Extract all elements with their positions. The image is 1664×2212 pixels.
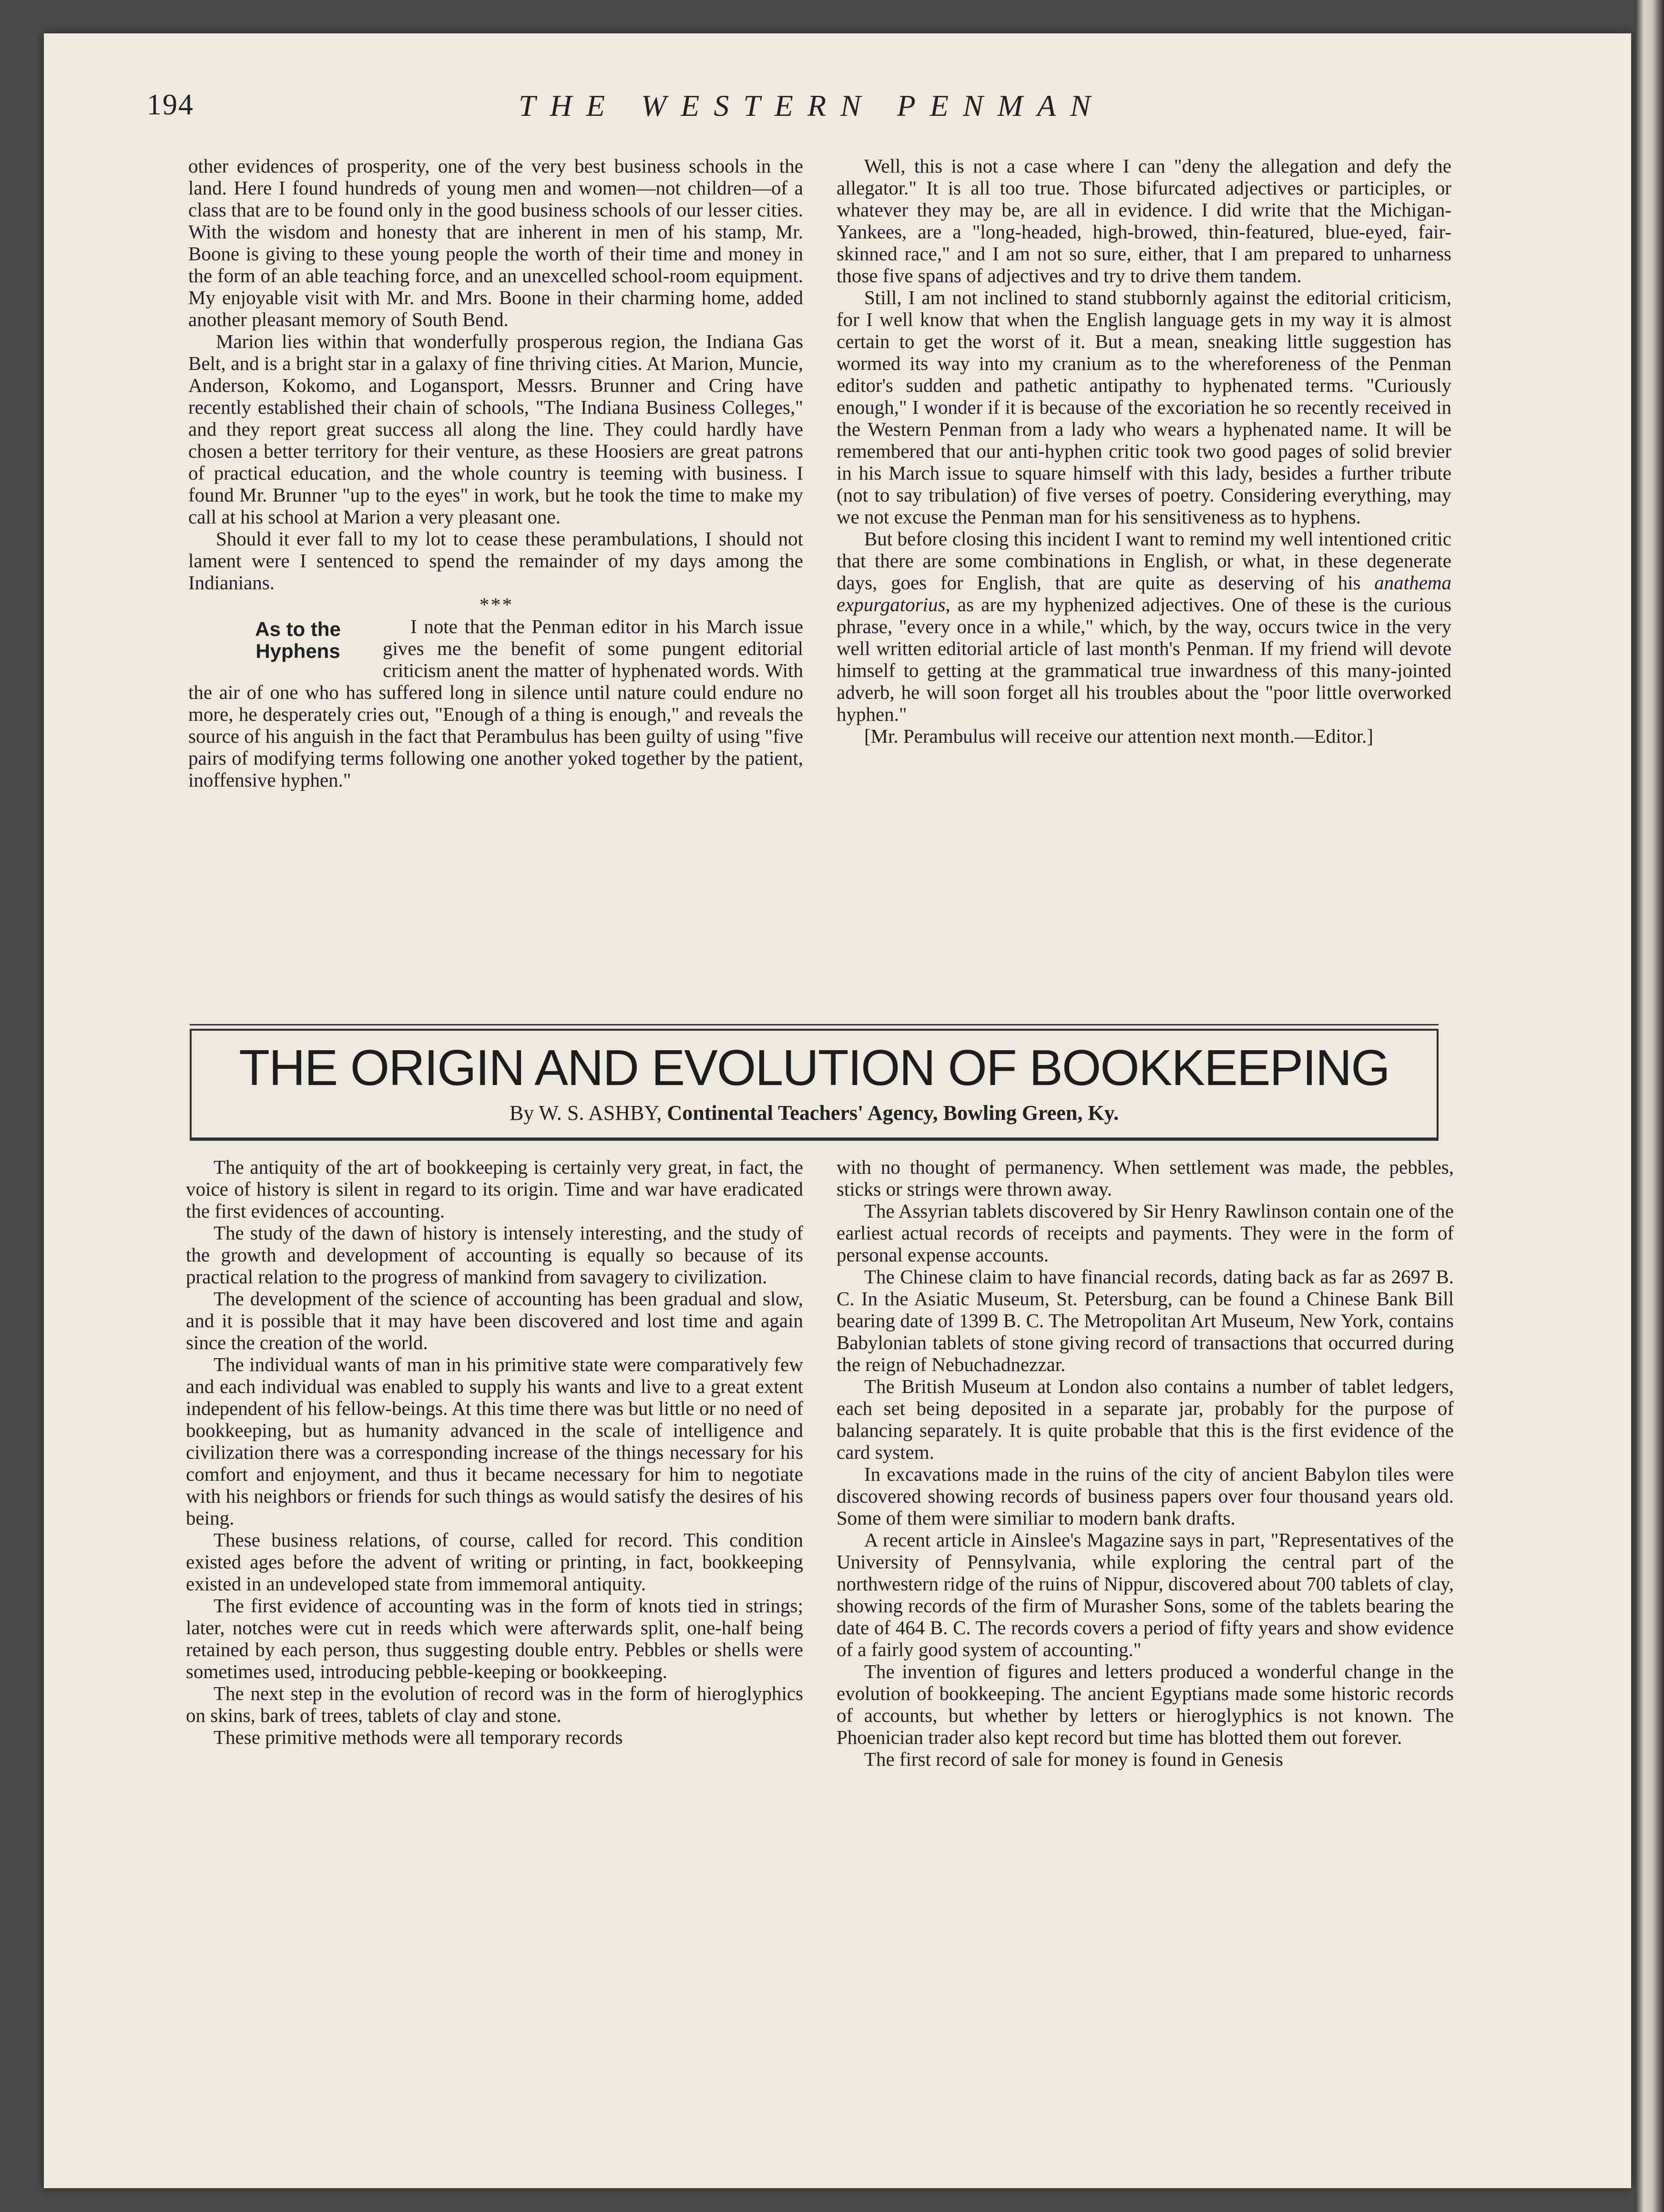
page-header <box>147 88 1105 131</box>
paragraph: The invention of figures and letters produced a wonderful change in the evolution of bookkeeping. The ancient Egyptians made some historic records of accounts, but whether by letters or hieroglyphics is not known. The Phoenician trader also kept record but time has blotted them out forever. <box>837 1660 1454 1748</box>
paragraph: The Assyrian tablets discovered by Sir Henry Rawlinson contain one of the earliest actual records of receipts and payments. They were in the form of personal expense accounts. <box>837 1200 1454 1266</box>
paragraph: The British Museum at London also contains a number of tablet ledgers, each set being deposited in a separate jar, probably for the purpose of balancing separately. It is quite probable that this is the first evidence of the card system. <box>837 1375 1454 1463</box>
paragraph: Well, this is not a case where I can "deny the allegation and defy the allegator." It is all too true. Those bifurcated adjectives or participles, or whatever they may be, are all in evidence. I did write that the Michigan-Yankees, are a "long-headed, high-browed, thin-featured, blue-eyed, fair-skinned race," and I am not so sure, either, that I am prepared to unharness those five spans of adjectives and try to drive them tandem. <box>837 155 1451 287</box>
editor-note: [Mr. Perambulus will receive our attention next month.—Editor.] <box>864 725 1374 747</box>
article-title-box <box>190 1029 1439 1141</box>
text-run: , as are my hyphenized adjectives. One of these is the curious phrase, "every once in a while," which, by the way, occurs twice in the very well written editorial article of last month's Penman. If my friend will devote himself to getting at the grammatical true inwardness of this many-jointed adverb, he will soon forget all his troubles about the "poor little overworked hyphen." <box>837 594 1451 725</box>
paragraph: Marion lies within that wonderfully prosperous region, the Indiana Gas Belt, and is a bright star in a galaxy of fine thriving cities. At Marion, Muncie, Anderson, Kokomo, and Logansport, Messrs. Brunner and Cring have recently established their chain of schools, "The Indiana Business Colleges," and they report great success all along the line. They could hardly have chosen a better territory for their venture, as these Hoosiers are great patrons of practical education, and the whole country is teeming with business. I found Mr. Brunner "up to the eyes" in work, but he took the time to make my call at his school at Marion a very pleasant one. <box>188 330 803 528</box>
paragraph: These business relations, of course, called for record. This condition existed ages before the advent of writing or printing, in fact, bookkeeping existed in an undeveloped state from immemoral antiquity. <box>186 1529 803 1595</box>
running-title: THE WESTERN PENMAN <box>519 89 1105 123</box>
paragraph: The first evidence of accounting was in the form of knots tied in strings; later, notches were cut in reeds which were afterwards split, one-half being retained by each person, thus suggesting double entry. Pebbles or shells were sometimes used, introducing pebble-keeping or bookkeeping. <box>186 1595 803 1682</box>
byline-affiliation: Continental Teachers' Agency, Bowling Green, Ky. <box>667 1101 1119 1125</box>
byline-author: By W. S. ASHBY, <box>509 1101 667 1125</box>
paragraph: I note that the Penman editor in his March issue gives me the benefit of some pungent editorial criticism anent the matter of hyphenated words. With the air of one who has suffered long in silence until nature could endure no more, he desperately cries out, "Enough of a thing is enough," and reveals the source of his anguish in the fact that Perambulus has been guilty of using "five pairs of modifying terms following one another yoked together by the patient, inoffensive hyphen." <box>188 615 803 791</box>
text-run: But before closing this incident I want to remind my well intentioned critic that there are some combinations in English, or what, in these degenerate days, goes for English, that are quite as deserving of his <box>837 528 1451 594</box>
paragraph <box>837 528 1451 725</box>
paragraph: The next step in the evolution of record was in the form of hieroglyphics on skins, bark of trees, tablets of clay and stone. <box>186 1682 803 1726</box>
paragraph: The individual wants of man in his primitive state were comparatively few and each individual was enabled to supply his wants and live to a great extent independent of his fellow-beings. At this time there was but little or no need of bookkeeping, but as humanity advanced in the scale of intelligence and civilization there was a corresponding increase of the things necessary for his comfort and enjoyment, and thus it became necessary for him to negotiate with his neighbors or friends for such things as would satisfy the desires of his being. <box>186 1353 803 1529</box>
side-heading: As to the Hyphens <box>255 618 341 662</box>
page-number: 194 <box>147 89 194 121</box>
book-spine-edge <box>1635 0 1664 2212</box>
paragraph: The study of the dawn of history is intensely interesting, and the study of the growth and development of accounting is equally so because of its practical relation to the progress of mankind from savagery to civilization. <box>186 1222 803 1288</box>
paragraph: The development of the science of accounting has been gradual and slow, and it is possible that it may have been discovered and lost time and again since the creation of the world. <box>186 1288 803 1353</box>
paragraph: with no thought of permanency. When settlement was made, the pebbles, sticks or strings were thrown away. <box>837 1156 1454 1200</box>
paragraph: The first record of sale for money is found in Genesis <box>864 1748 1283 1770</box>
article-title: THE ORIGIN AND EVOLUTION OF BOOKKEEPING <box>239 1040 1389 1096</box>
paragraph: In excavations made in the ruins of the city of ancient Babylon tiles were discovered showing records of business papers over four thousand years old. Some of them were similiar to modern bank drafts. <box>837 1463 1454 1529</box>
column-top-left <box>188 155 803 1013</box>
column-bottom-right <box>837 1156 1454 1976</box>
article-byline <box>192 1101 1437 1125</box>
paragraph: Should it ever fall to my lot to cease these perambulations, I should not lament were I sentenced to spend the remainder of my days among the Indianians. <box>188 528 803 594</box>
paragraph: The antiquity of the art of bookkeeping is certainly very great, in fact, the voice of history is silent in regard to its origin. Time and war have eradicated the first evidences of accounting. <box>186 1156 803 1222</box>
paragraph: A recent article in Ainslee's Magazine says in part, "Representatives of the University of Pennsylvania, while exploring the central part of the northwestern ridge of the ruins of Nippur, discovered about 700 tablets of clay, showing records of the firm of Murasher Sons, some of the tablets bearing the date of 464 B. C. The records covers a period of fifty years and show evidence of a fairly good system of accounting." <box>837 1529 1454 1660</box>
paragraph: These primitive methods were all temporary records <box>214 1726 623 1748</box>
paragraph: The Chinese claim to have financial records, dating back as far as 2697 B. C. In the Asiatic Museum, St. Petersburg, can be found a Chinese Bank Bill bearing date of 1399 B. C. The Metropolitan Art Museum, New York, contains Babylonian tablets of stone giving record of transactions that occurred during the reign of Nebuchadnezzar. <box>837 1266 1454 1375</box>
italic-phrase: anathema expurgatorius <box>837 572 1451 615</box>
paragraph: other evidences of prosperity, one of the very best business schools in the land. Here I found hundreds of young men and women—not children—of a class that are to be found only in the good business schools of our lesser cities. With the wisdom and honesty that are inherent in men of his stamp, Mr. Boone is giving to these young people the worth of their time and money in the form of an able teaching force, and an unexcelled school-room equipment. My enjoyable visit with Mr. and Mrs. Boone in their charming home, added another pleasant memory of South Bend. <box>188 155 803 330</box>
asterism: * * * <box>479 594 512 615</box>
column-bottom-left <box>186 1156 803 1976</box>
title-rule <box>190 1024 1439 1025</box>
paragraph: Still, I am not inclined to stand stubbornly against the editorial criticism, for I well know that when the English language gets in my way it is almost certain to get the worst of it. But a mean, sneaking little suggestion has wormed its way into my cranium as to the whereforeness of the Penman editor's sudden and pathetic antipathy to hyphenated terms. "Curiously enough," I wonder if it is because of the excoriation he so recently received in the Western Penman from a lady who wears a hyphenated name. It will be remembered that our anti-hyphen critic took two good pages of solid brevier in his March issue to square himself with this lady, besides a further tribute (not to say tribulation) of five verses of poetry. Considering everything, may we not excuse the Penman man for his sensitiveness as to hyphens. <box>837 287 1451 528</box>
column-top-right <box>837 155 1451 1013</box>
